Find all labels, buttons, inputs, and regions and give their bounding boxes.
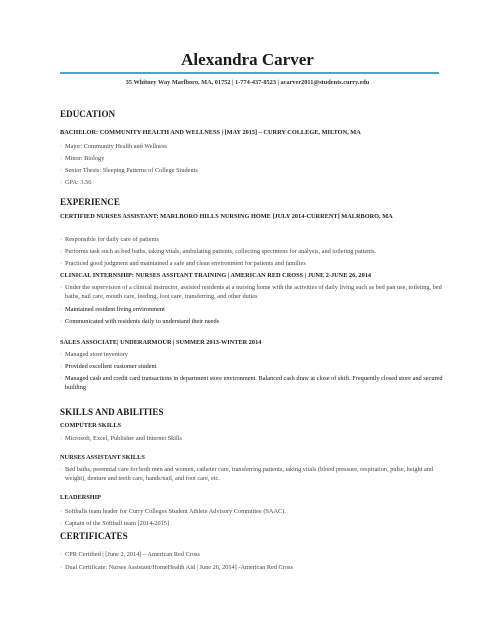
list-item: · Softballs team leader for Curry Colleges Student Athlete Advisory Committee (SAAC). (60, 508, 286, 515)
list-item: · Maintained resident living environment (60, 306, 165, 313)
list-item: · Microsoft, Excel, Publisher and Internet Skills (60, 435, 182, 442)
list-item: · Responsible for daily care of patients (60, 236, 159, 243)
list-item: · Bed baths, perennial care for both men and women, catheter care, transferring patients, taking vitals (blood pressure, respiration, pulse, height and weight), denture and teeth care, hands/nail, and foot care, etc. (60, 466, 434, 482)
list-item: · CPR Certified | [June 2, 2014] – American Red Cross (60, 551, 200, 558)
skill-group-computer: COMPUTER SKILLS (60, 422, 122, 429)
section-title-experience: EXPERIENCE (60, 197, 121, 207)
section-title-skills: SKILLS AND ABILITIES (60, 407, 164, 417)
list-item: · Dual Certificate: Nurses Assistant/HomeHealth Aid | June 26, 2014] -American Red Cross (60, 564, 293, 571)
list-item: · Communicated with residents daily to understand their needs (60, 318, 220, 325)
section-title-certificates: CERTIFICATES (60, 531, 128, 541)
list-item: · Managed cash and credit card transactions in department store environment. Balanced cash draw at close of shift. Frequently closed store and secured building (60, 375, 443, 391)
section-title-education: EDUCATION (60, 109, 116, 119)
job-title-sales: SALES ASSOCIATE| UNDERARMOUR | SUMMER 2013-WINTER 2014 (60, 339, 262, 346)
list-item: · Practiced good judgment and maintained a safe and clean environment for patients and families (60, 260, 306, 267)
contact-line: 35 Whitney Way Marlboro, MA, 01752 | 1-774-437-8523 | acarver2011@students.curry.edu (125, 79, 370, 86)
list-item: · Managed store inventory (60, 351, 128, 358)
list-item: · Under the supervision of a clinical instructor, assisted residents at a nursing home with the activities of daily living such as bed pan use, toileting, bed baths, nail care, mouth care, feeding, foot care, transferring, and other duties (60, 284, 442, 300)
candidate-name: Alexandra Carver (181, 50, 314, 69)
skill-group-leadership: LEADERSHIP (60, 494, 101, 501)
skill-group-nurses: NURSES ASSISTANT SKILLS (60, 454, 145, 461)
education-degree: BACHELOR: COMMUNITY HEALTH AND WELLNESS | [MAY 2015] – CURRY COLLEGE, MILTON, MA (60, 129, 361, 136)
job-title-cna: CERTIFIED NURSES ASSISTANT: MARLBORO HILLS NURSING HOME [JULY 2014-CURRENT] MALRBORO, MA (60, 213, 393, 220)
list-item: · GPA: 3.56 (60, 179, 92, 186)
header-divider (60, 72, 439, 74)
list-item: · Senior Thesis: Sleeping Patterns of College Students (60, 167, 198, 174)
list-item: · Major: Community Health and Wellness (60, 143, 167, 150)
list-item: · Minor: Biology (60, 155, 105, 162)
job-title-internship: CLINICAL INTERNSHIP: NURSES ASSITANT TRAINING | AMERICAN RED CROSS | JUNE 2-JUNE 26, 2014 (60, 272, 372, 279)
list-item: · Provided excellent customer student (60, 363, 157, 370)
list-item: · Captain of the Softball team [2014-2015] (60, 520, 170, 527)
list-item: · Performs task such as bed baths, taking vitals, ambulating patients, collecting specimens for analysis, and toileting patients. (60, 248, 377, 255)
